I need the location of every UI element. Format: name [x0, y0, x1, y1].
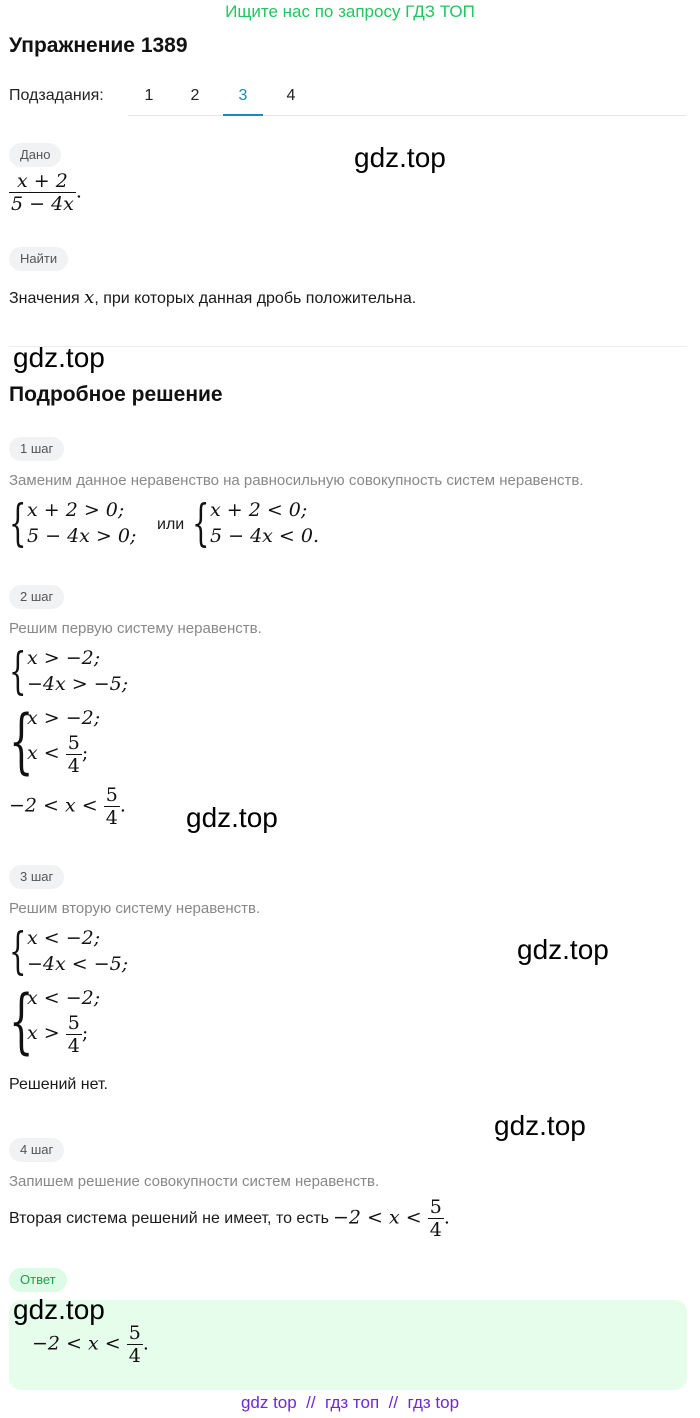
- frac-num: 5: [67, 731, 80, 754]
- step1-pill: 1 шаг: [9, 437, 64, 461]
- footer-links[interactable]: gdz top // гдз топ // гдз top: [240, 1393, 460, 1412]
- find-text: [9, 287, 416, 308]
- step3-systemA: [9, 922, 129, 980]
- step2-result-dot: .: [119, 794, 126, 817]
- frac-den: 4: [429, 1219, 442, 1241]
- step1-or: или: [157, 516, 185, 533]
- answer-pill: Ответ: [9, 1268, 67, 1292]
- active-tab-underline: [223, 114, 263, 116]
- step2-pill: 2 шаг: [9, 585, 64, 609]
- step3-sysA-line2: −4x < −5;: [27, 953, 129, 975]
- step1-sys1-line2: 5 − 4x > 0;: [27, 525, 137, 547]
- subtasks-label: Подзадания:: [9, 87, 104, 104]
- step2-systemB: [9, 699, 101, 782]
- step2-sysA-line2: −4x > −5;: [27, 673, 129, 695]
- step2-desc: Решим первую систему неравенств.: [9, 620, 262, 637]
- step2-sysB-line2: [27, 731, 100, 777]
- frac-num: 5: [429, 1196, 442, 1218]
- page-title: Упражнение 1389: [9, 34, 188, 57]
- step4-pill: 4 шаг: [9, 1138, 64, 1162]
- step4-frac: [428, 1196, 444, 1241]
- step4-text: Вторая система решений не имеет, то есть: [9, 1209, 329, 1227]
- step2-sysB-prefix: x <: [27, 742, 60, 764]
- step3-systemB: [9, 979, 101, 1062]
- watermark: gdz.top: [13, 1294, 105, 1325]
- frac-den: 4: [67, 1034, 80, 1057]
- find-pill: Найти: [9, 247, 68, 271]
- find-text-before: Значения: [9, 290, 85, 307]
- subtask-tab-3[interactable]: 3: [238, 87, 248, 104]
- step2-sysB-line1: x > −2;: [27, 707, 101, 729]
- step4-statement: [9, 1196, 450, 1241]
- step4-desc: Запишем решение совокупности систем неравенств.: [9, 1173, 380, 1190]
- frac-den: 4: [128, 1345, 141, 1367]
- given-numerator: x + 2: [9, 170, 76, 193]
- subtask-tab-2[interactable]: 2: [190, 87, 200, 104]
- frac-den: 4: [105, 807, 118, 829]
- watermark: gdz.top: [494, 1110, 586, 1141]
- top-banner: Ищите нас по запросу ГДЗ ТОП: [225, 2, 475, 21]
- step1-system2: [192, 494, 320, 552]
- brace-icon: {: [9, 494, 27, 552]
- given-pill: Дано: [9, 143, 61, 167]
- step1-system1: [9, 494, 137, 552]
- step3-sysA-line1: x < −2;: [27, 927, 101, 949]
- given-fraction: [9, 170, 82, 215]
- section-divider: [9, 346, 687, 347]
- answer-math: [32, 1322, 149, 1367]
- step3-pill: 3 шаг: [9, 865, 64, 889]
- answer-frac: [127, 1322, 143, 1367]
- find-var: x: [84, 287, 95, 308]
- step3-sysB-frac: [66, 1012, 82, 1057]
- step2-result: [9, 784, 126, 829]
- step3-sysB-line2: [27, 1011, 100, 1057]
- step1-sys2-line1: x + 2 < 0;: [210, 499, 308, 521]
- watermark: gdz.top: [186, 802, 278, 833]
- step2-sysB-semi: ;: [81, 742, 89, 764]
- frac-num: 5: [105, 784, 118, 806]
- step1-sys2-line2: 5 − 4x < 0.: [210, 525, 320, 547]
- answer-dot: .: [142, 1332, 149, 1355]
- answer-math-prefix: −2 < x <: [32, 1332, 121, 1355]
- frac-num: 5: [128, 1322, 141, 1344]
- frac-num: 5: [67, 1011, 80, 1034]
- brace-icon: {: [192, 494, 210, 552]
- step3-sysB-line1: x < −2;: [27, 987, 101, 1009]
- given-dot: .: [75, 180, 82, 203]
- step1-sys1-line1: x + 2 > 0;: [27, 499, 125, 521]
- step4-math: [333, 1196, 450, 1241]
- solution-heading: Подробное решение: [9, 383, 223, 406]
- step3-sysB-semi: ;: [81, 1022, 89, 1044]
- step4-dot: .: [443, 1206, 450, 1229]
- step3-result: Решений нет.: [9, 1076, 108, 1093]
- subtask-tab-4[interactable]: 4: [286, 87, 296, 104]
- step3-desc: Решим вторую систему неравенств.: [9, 900, 261, 917]
- step4-math-prefix: −2 < x <: [333, 1206, 422, 1229]
- brace-icon: {: [9, 699, 34, 782]
- subtask-tab-1[interactable]: 1: [144, 87, 154, 104]
- subtasks-divider: [128, 115, 686, 116]
- given-denominator: 5 − 4x: [11, 193, 74, 215]
- step2-result-prefix: −2 < x <: [9, 794, 98, 817]
- watermark: gdz.top: [354, 142, 446, 173]
- brace-icon: {: [9, 922, 27, 980]
- watermark: gdz.top: [13, 342, 105, 373]
- find-text-after: , при которых данная дробь положительна.: [94, 290, 417, 307]
- brace-icon: {: [9, 979, 34, 1062]
- step2-systemA: [9, 642, 129, 700]
- step2-result-frac: [104, 784, 120, 829]
- frac-den: 4: [67, 754, 80, 777]
- watermark: gdz.top: [517, 934, 609, 965]
- step2-sysB-frac: [66, 732, 82, 777]
- step2-sysA-line1: x > −2;: [27, 647, 101, 669]
- step3-sysB-prefix: x >: [27, 1022, 60, 1044]
- step1-desc: Заменим данное неравенство на равносильную совокупность систем неравенств.: [9, 472, 584, 489]
- brace-icon: {: [9, 642, 27, 700]
